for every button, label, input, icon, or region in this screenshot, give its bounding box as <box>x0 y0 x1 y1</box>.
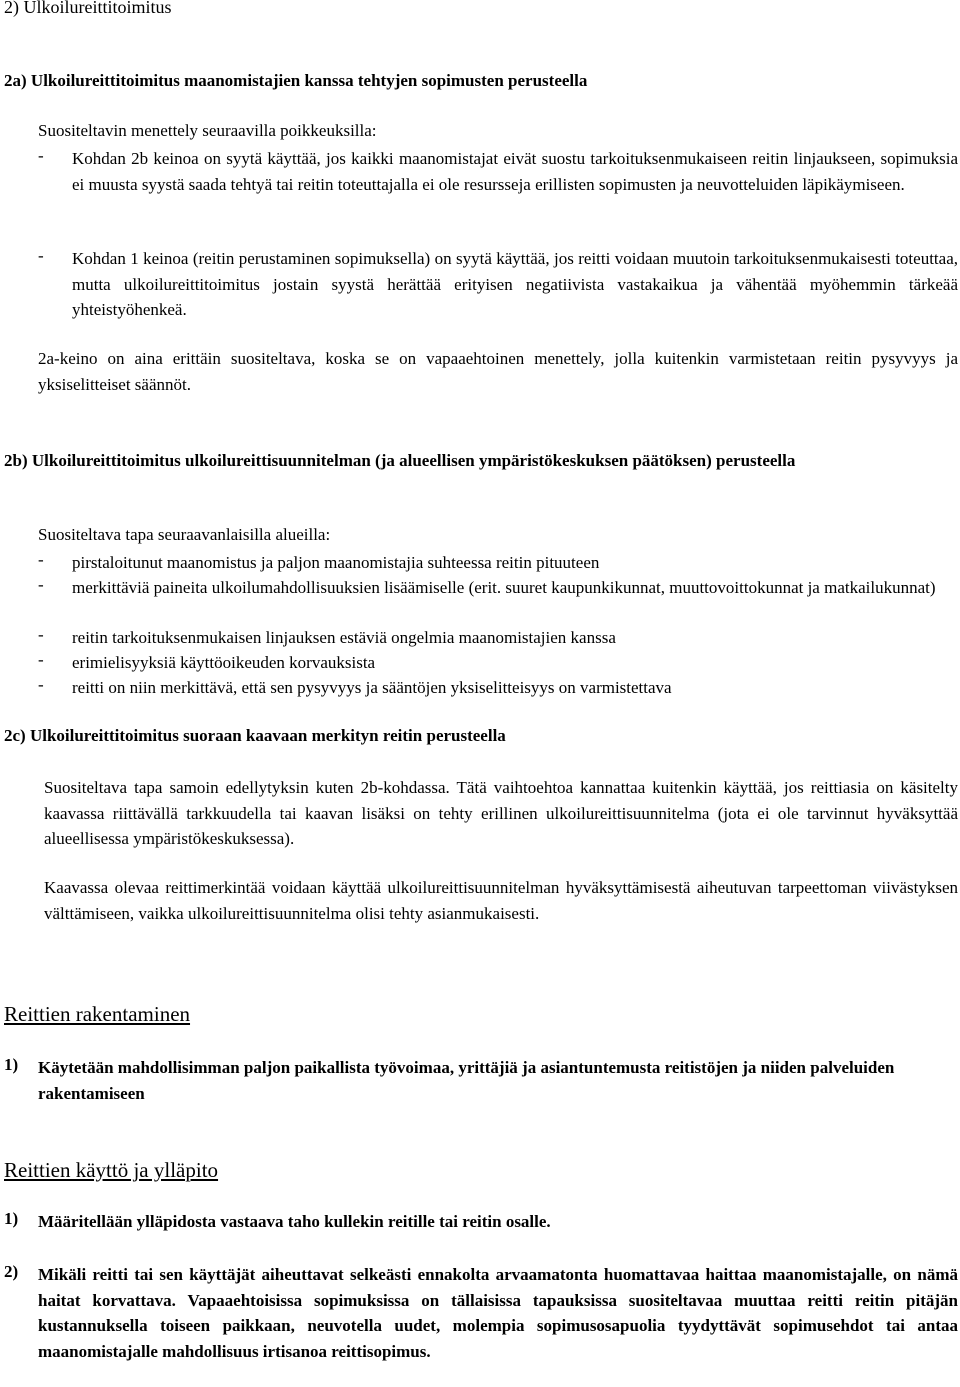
list-item: merkittäviä paineita ulkoilumahdollisuuksien lisäämiselle (erit. suuret kaupunkikunnat, muuttovoittokunnat ja matkailukunnat) <box>72 578 936 597</box>
item-number: 2) <box>4 1262 19 1281</box>
bullet-dash: - <box>38 575 44 594</box>
list-item: pirstaloitunut maanomistus ja paljon maanomistajia suhteessa reitin pituuteen <box>72 553 600 572</box>
subsection-2c-heading: 2c) Ulkoilureittitoimitus suoraan kaavaan merkityn reitin perusteella <box>4 726 506 745</box>
subsection-2c-paragraph: Kaavassa olevaa reittimerkintää voidaan käyttää ulkoilureittisuunnitelman hyväksyttämisestä aiheutuvan tarpeettoman viivästyksen välttämiseen, vaikka ulkoilureittisuunnitelma olisi tehty asianmukaisesti. <box>44 878 958 923</box>
bullet-dash: - <box>38 650 44 669</box>
item-number: 1) <box>4 1055 19 1074</box>
bullet-dash: - <box>38 675 44 694</box>
subsection-2b-heading: 2b) Ulkoilureittitoimitus ulkoilureittisuunnitelman (ja alueellisen ympäristökeskuksen päätöksen) perusteella <box>4 451 796 470</box>
rakentaminen-item: Käytetään mahdollisimman paljon paikallista työvoimaa, yrittäjiä ja asiantuntemusta reitistöjen ja niiden palveluiden rakentamiseen <box>38 1058 895 1103</box>
closing-paragraph: 2a-keino on aina erittäin suositeltava, koska se on vapaaehtoinen menettely, jolla kuitenkin varmistetaan reitin pysyvyys ja yksiselitteiset säännöt. <box>38 349 958 394</box>
kaytto-item: Määritellään ylläpidosta vastaava taho kullekin reitille tai reitin osalle. <box>38 1212 551 1231</box>
list-item: reitin tarkoituksenmukaisen linjauksen estäviä ongelmia maanomistajien kanssa <box>72 628 616 647</box>
list-item: reitti on niin merkittävä, että sen pysyvyys ja sääntöjen yksiselitteisyys on varmistettava <box>72 678 672 697</box>
subsection-2b-intro: Suositeltava tapa seuraavanlaisilla alueilla: <box>38 525 331 544</box>
bullet-dash: - <box>38 625 44 644</box>
subsection-2a-intro: Suositeltavin menettely seuraavilla poikkeuksilla: <box>38 121 377 140</box>
section-title-rakentaminen: Reittien rakentaminen <box>4 1002 191 1026</box>
subsection-2c-paragraph: Suositeltava tapa samoin edellytyksin kuten 2b-kohdassa. Tätä vaihtoehtoa kannattaa kuitenkin käyttää, jos reittiasia on käsitelty kaavassa riittävällä tarkkuudella tai kaavan lisäksi on tehty erillinen ulkoilureittisuunnitelma (jota ei ole tarvinnut hyväksyttää alueellisessa ympäristökeskuksessa). <box>44 778 958 848</box>
subsection-2a-heading: 2a) Ulkoilureittitoimitus maanomistajien kanssa tehtyjen sopimusten perusteella <box>4 71 588 90</box>
section-heading: 2) Ulkoilureittitoimitus <box>4 0 172 17</box>
bullet-dash: - <box>38 146 44 165</box>
kaytto-item: Mikäli reitti tai sen käyttäjät aiheuttavat selkeästi ennakolta arvaamatonta huomattavaa haittaa maanomistajalle, on nämä haitat korvattava. Vapaaehtoisissa sopimuksissa on tällaisissa tapauksissa suositeltavaa muuttaa reitti reitin pitäjän kustannuksella toiseen paikkaan, neuvotella uudet, molempia sopimusosapuolia tyydyttävät sopimusehdot tai antaa maanomistajalle mahdollisuus irtisanoa reittisopimus. <box>38 1265 958 1361</box>
bullet-paragraph: Kohdan 1 keinoa (reitin perustaminen sopimuksella) on syytä käyttää, jos reitti voidaan muutoin tarkoituksenmukaisesti toteuttaa, mutta ulkoilureittitoimitus jostain syystä herättää erityisen negatiivista vastakaikua ja vähentää myöhemmin tärkeää yhteistyöhenkeä. <box>72 249 958 319</box>
section-title-kaytto: Reittien käyttö ja ylläpito <box>4 1158 219 1182</box>
bullet-dash: - <box>38 550 44 569</box>
list-item: erimielisyyksiä käyttöoikeuden korvauksista <box>72 653 376 672</box>
item-number: 1) <box>4 1209 19 1228</box>
bullet-dash: - <box>38 246 44 265</box>
bullet-paragraph: Kohdan 2b keinoa on syytä käyttää, jos kaikki maanomistajat eivät suostu tarkoituksenmukaiseen reitin linjaukseen, sopimuksia ei muusta syystä saada tehtyä tai reitin toteuttajalla ei ole resursseja erillisten sopimusten ja neuvotteluiden läpikäymiseen. <box>72 149 958 194</box>
